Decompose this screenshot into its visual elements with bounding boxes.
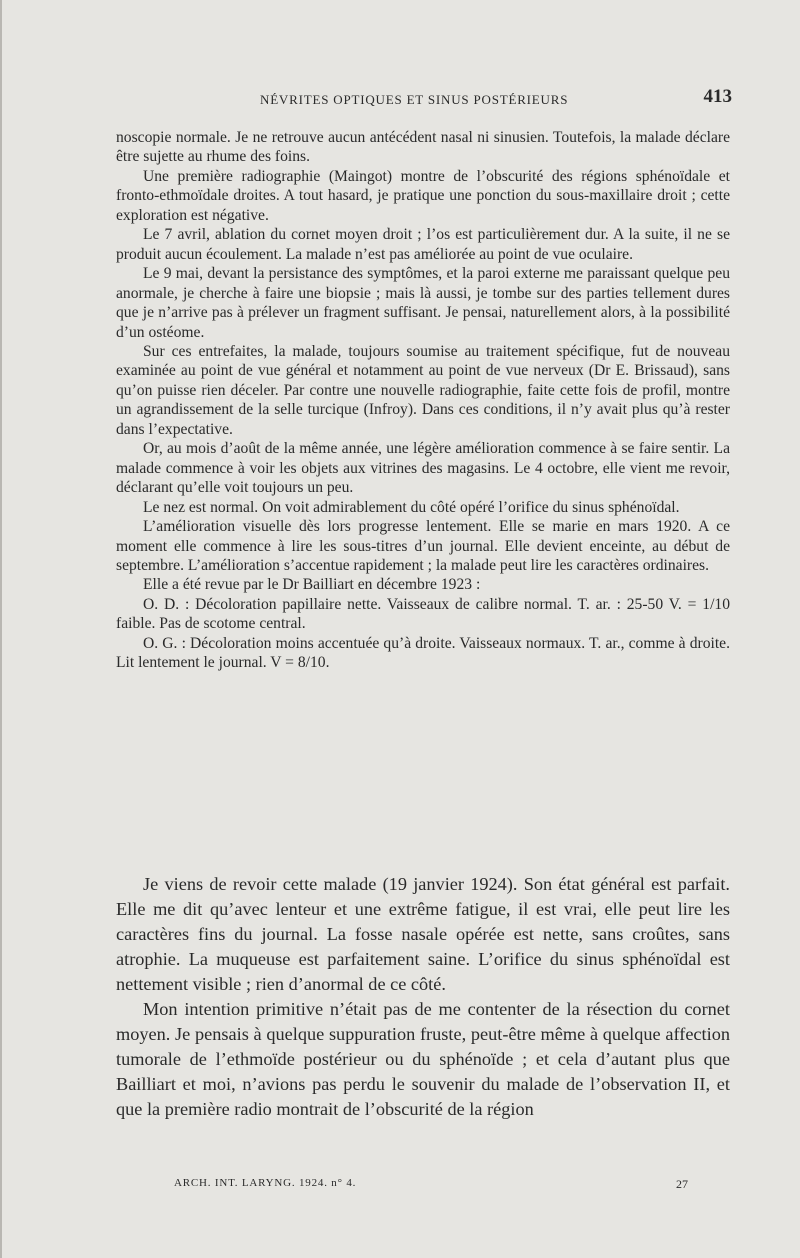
page-number: 413	[703, 86, 732, 107]
body-text-large	[116, 872, 730, 1122]
body-text-small	[116, 128, 730, 673]
journal-reference: ARCH. INT. LARYNG. 1924. n° 4.	[174, 1177, 357, 1189]
signature-mark: 27	[676, 1177, 688, 1191]
paragraph: noscopie normale. Je ne retrouve aucun antécédent nasal ni sinusien. Toutefois, la malade déclare être sujette au rhume des foins.	[116, 129, 730, 166]
paragraph: Le 9 mai, devant la persistance des symptômes, et la paroi externe me paraissant quelque peu anormale, je cherche à faire une biopsie ; mais là aussi, je tombe sur des parties tellement dures que je n’arrive pas à prélever un fragment suffisant. Je pensai, naturellement alors, à la possibilité d’un ostéome.	[116, 265, 730, 341]
page-footer	[116, 1177, 730, 1197]
paragraph: L’amélioration visuelle dès lors progresse lentement. Elle se marie en mars 1920. A ce moment elle commence à lire les sous-titres d’un journal. Elle devient enceinte, au début de septembre. L’amélioration s’accentue rapidement ; la malade peut lire les caractères ordinaires.	[116, 518, 730, 574]
running-head: NÉVRITES OPTIQUES ET SINUS POSTÉRIEURS	[260, 92, 569, 107]
paragraph: Elle a été revue par le Dr Bailliart en décembre 1923 :	[143, 576, 481, 594]
paragraph: Sur ces entrefaites, la malade, toujours soumise au traitement spécifique, fut de nouveau examinée au point de vue général et notamment au point de vue nerveux (Dr E. Brissaud), sans qu’on puisse rien déceler. Par contre une nouvelle radiographie, faite cette fois de profil, montre un agrandissement de la selle turcique (Infroy). Dans ces conditions, il n’y avait plus qu’à rester dans l’expectative.	[116, 342, 730, 438]
exam-left-eye: O. G. : Décoloration moins accentuée qu’à droite. Vaisseaux normaux. T. ar., comme à droite. Lit lentement le journal. V = 8/10.	[116, 634, 730, 672]
paragraph: Une première radiographie (Maingot) montre de l’obscurité des régions sphénoïdale et fronto-ethmoïdale droites. A tout hasard, je pratique une ponction du sous-maxillaire droit ; cette exploration est négative.	[116, 167, 730, 224]
page-edge-rule	[0, 0, 2, 1258]
paragraph: Or, au mois d’août de la même année, une légère amélioration commence à se faire sentir. La malade commence à voir les objets aux vitrines des magasins. Le 4 octobre, elle vient me revoir, déclarant qu’elle voit toujours un peu.	[116, 440, 730, 497]
paragraph: Je viens de revoir cette malade (19 janvier 1924). Son état général est parfait. Elle me dit qu’avec lenteur et une extrême fatigue, il est vrai, elle peut lire les caractères fins du journal. La fosse nasale opérée est nette, sans croûtes, sans atrophie. La muqueuse est parfaitement saine. L’orifice du sinus sphénoïdal est nettement visible ; rien d’anormal de ce côté.	[116, 874, 730, 994]
paragraph: Le 7 avril, ablation du cornet moyen droit ; l’os est particulièrement dur. A la suite, il ne se produit aucun écoulement. La malade n’est pas améliorée au point de vue oculaire.	[116, 226, 730, 263]
page-header	[112, 88, 732, 110]
paragraph: Mon intention primitive n’était pas de me contenter de la résection du cornet moyen. Je pensais à quelque suppuration fruste, peut-être même à quelque affection tumorale de l’ethmoïde postérieur ou du sphénoïde ; et cela d’autant plus que Bailliart et moi, n’avions pas perdu le souvenir du malade de l’observation II, et que la première radio montrait de l’obscurité de la région	[116, 999, 730, 1119]
exam-right-eye: O. D. : Décoloration papillaire nette. Vaisseaux de calibre normal. T. ar. : 25-50 V. = 1/10 faible. Pas de scotome central.	[116, 595, 730, 633]
paragraph: Le nez est normal. On voit admirablement du côté opéré l’orifice du sinus sphénoïdal.	[143, 498, 680, 516]
